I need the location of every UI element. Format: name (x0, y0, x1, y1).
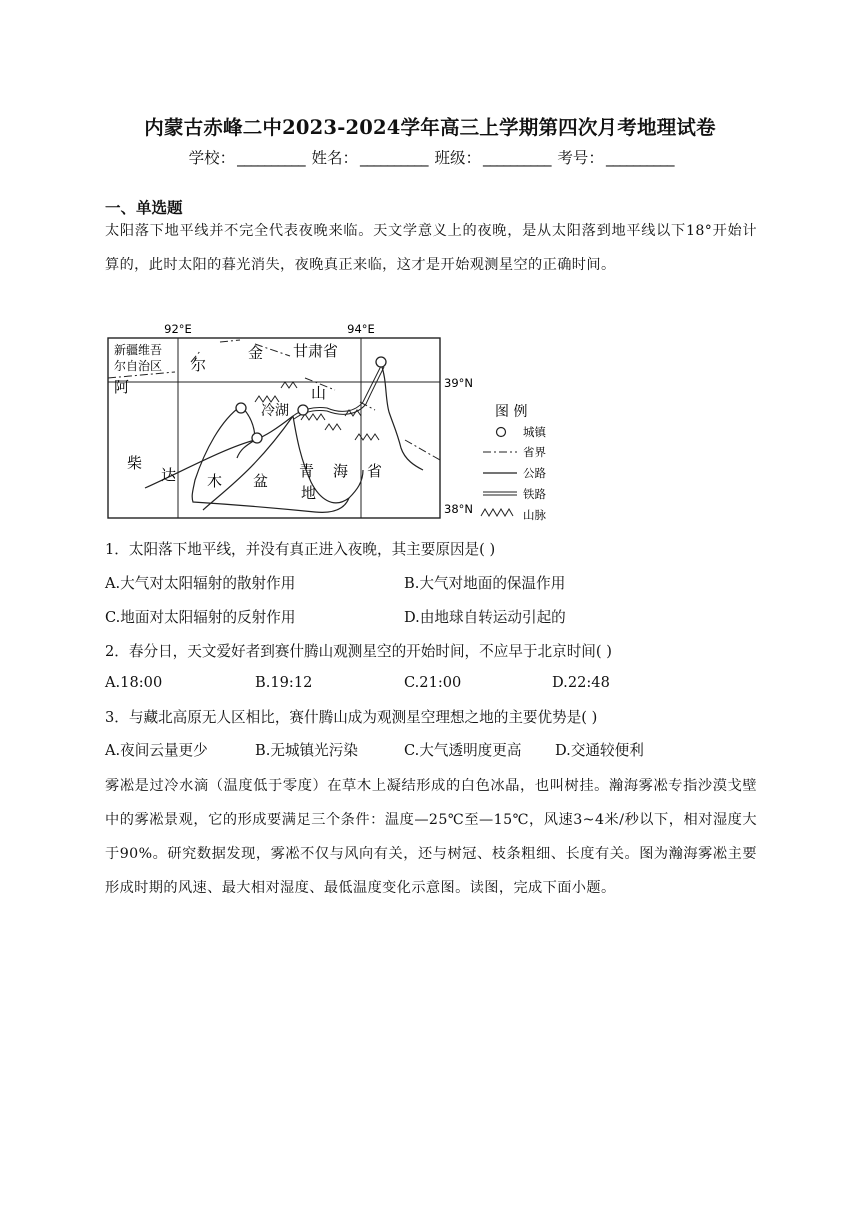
legend-town-icon (497, 428, 506, 437)
town-1 (376, 357, 386, 367)
school-blank: __________ (237, 149, 305, 167)
label-er: 尔 (191, 356, 207, 374)
exam-number-label: 考号： (557, 149, 604, 167)
town-lenghu (298, 405, 308, 415)
passage-2: 雾凇是过冷水滴（温度低于零度）在草木上凝结形成的白色冰晶，也叫树挂。瀚海雾凇专指沙漠戈壁中的雾凇景观，它的形成要满足三个条件：温度—25℃至—15℃，风速3~4米/秒以下，相对湿度大于90%。研究数据发现，雾凇不仅与风向有关，还与树冠、枝条粗细、长度有关。图为瀚海雾凇主要形成时期的风速、最大相对湿度、最低温度变化示意图。读图，完成下面小题。 (105, 778, 757, 896)
school-label: 学校： (188, 149, 236, 167)
legend-rail: 铁路 (523, 487, 546, 501)
question-1-stem: 1．太阳落下地平线，并没有真正进入夜晚，其主要原因是( ) (105, 541, 496, 558)
label-da: 达 (161, 466, 177, 484)
q2-option-d[interactable]: D.22:48 (552, 674, 610, 691)
label-pen: 盆 (253, 472, 269, 490)
label-qing: 青 (299, 462, 315, 480)
town-3 (252, 433, 262, 443)
label-hai: 海 (333, 462, 349, 480)
q3-option-b[interactable]: B.无城镇光污染 (255, 742, 358, 759)
q3-option-a[interactable]: A.夜间云量更少 (105, 742, 208, 759)
map-figure (105, 320, 565, 530)
label-mu: 木 (207, 472, 223, 490)
qaidam-map (105, 320, 565, 530)
lat-label-39: 39°N (444, 376, 473, 390)
q1-option-c[interactable]: C.地面对太阳辐射的反射作用 (105, 609, 296, 626)
legend-boundary: 省界 (523, 445, 546, 459)
label-a: 阿 (114, 378, 130, 396)
question-3-stem: 3．与藏北高原无人区相比，赛什腾山成为观测星空理想之地的主要优势是( ) (105, 709, 598, 726)
q1-option-a[interactable]: A.大气对太阳辐射的散射作用 (105, 575, 296, 592)
q3-option-c[interactable]: C.大气透明度更高 (404, 742, 522, 759)
road-east (381, 364, 423, 470)
exam-number-blank: __________ (605, 149, 674, 167)
label-chai: 柴 (127, 454, 143, 472)
road-loop (192, 406, 349, 512)
label-di: 地 (301, 484, 317, 502)
lat-label-38: 38°N (444, 502, 473, 516)
label-jin: 金 (248, 344, 264, 362)
q1-option-b[interactable]: B.大气对地面的保温作用 (404, 575, 566, 592)
class-blank: __________ (482, 149, 551, 167)
name-blank: __________ (360, 149, 428, 167)
label-xinjiang-2: 尔自治区 (114, 359, 163, 373)
label-lenghu: 冷湖 (261, 403, 289, 419)
section-title: 一、单选题 (105, 199, 183, 217)
name-label: 姓名： (311, 149, 359, 167)
label-gansu: 甘肃省 (293, 342, 339, 360)
label-sheng: 省 (367, 462, 383, 480)
q2-option-a[interactable]: A.18:00 (105, 674, 163, 691)
town-2 (236, 403, 246, 413)
exam-title: 内蒙古赤峰二中2023-2024学年高三上学期第四次月考地理试卷 (144, 116, 716, 139)
q2-option-c[interactable]: C.21:00 (404, 674, 462, 691)
lon-label-92: 92°E (164, 322, 192, 336)
passage-1: 太阳落下地平线并不完全代表夜晚来临。天文学意义上的夜晚，是从太阳落到地平线以下18°开始计算的，此时太阳的暮光消失，夜晚真正来临，这才是开始观测星空的正确时间。 (105, 223, 757, 273)
label-xinjiang-1: 新疆维吾 (114, 343, 163, 357)
question-2-stem: 2．春分日，天文爱好者到赛什腾山观测星空的开始时间，不应早于北京时间( ) (105, 643, 612, 660)
legend-mountain-icon (481, 509, 513, 516)
q2-option-b[interactable]: B.19:12 (255, 674, 313, 691)
lon-label-94: 94°E (347, 322, 375, 336)
label-shan: 山 (311, 384, 327, 402)
q1-option-d[interactable]: D.由地球自转运动引起的 (404, 609, 566, 626)
class-label: 班级： (434, 149, 481, 167)
legend-road: 公路 (523, 466, 546, 480)
q3-option-d[interactable]: D.交通较便利 (555, 742, 644, 759)
student-info-line (0, 146, 860, 168)
legend-town: 城镇 (523, 425, 546, 439)
legend-mountain: 山脉 (523, 508, 546, 522)
legend-title: 图 例 (495, 404, 528, 420)
